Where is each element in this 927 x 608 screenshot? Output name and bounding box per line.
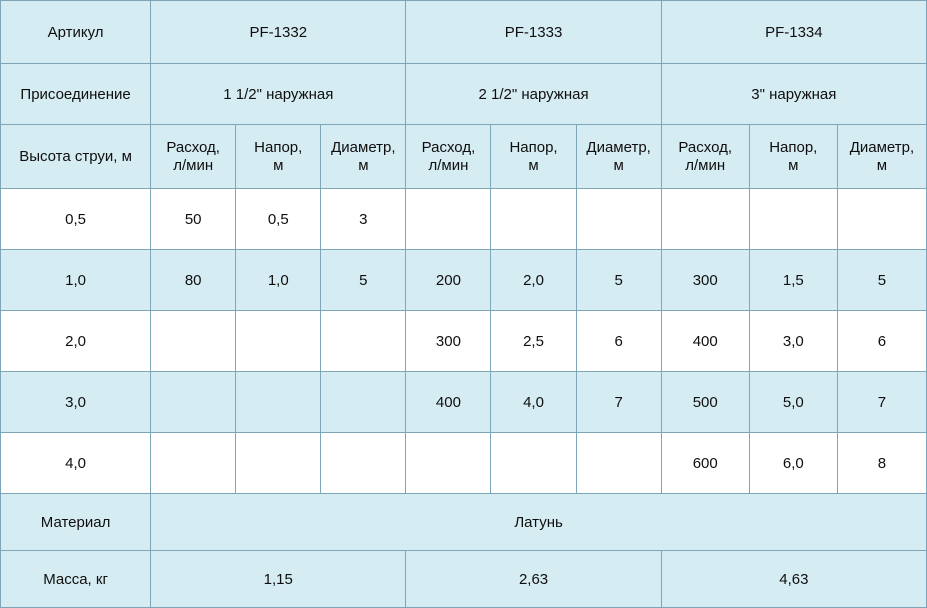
subheader-head-pf1333 xyxy=(491,125,576,189)
subheader-flow-line2: л/мин xyxy=(685,156,726,174)
mass-label: Масса, кг xyxy=(1,551,151,608)
cell-flow-pf1333: 200 xyxy=(406,250,491,311)
cell-diameter-pf1333 xyxy=(576,189,661,250)
subheader-head-line1: Напор, xyxy=(254,139,303,157)
cell-head-pf1333: 4,0 xyxy=(491,372,576,433)
mass-pf1333: 2,63 xyxy=(406,551,661,608)
row-height-value: 3,0 xyxy=(1,372,151,433)
cell-flow-pf1334: 300 xyxy=(661,250,749,311)
cell-flow-pf1332 xyxy=(151,433,236,494)
cell-head-pf1332: 1,0 xyxy=(236,250,321,311)
subheader-head-line2: м xyxy=(528,156,539,174)
cell-head-pf1333: 2,0 xyxy=(491,250,576,311)
subheader-diameter-line1: Диаметр, xyxy=(331,139,396,157)
cell-diameter-pf1332: 3 xyxy=(321,189,406,250)
cell-head-pf1334: 5,0 xyxy=(749,372,837,433)
cell-flow-pf1333 xyxy=(406,433,491,494)
subheader-diameter-line2: м xyxy=(358,156,369,174)
row-height-value: 4,0 xyxy=(1,433,151,494)
cell-head-pf1334: 3,0 xyxy=(749,311,837,372)
table-row xyxy=(1,250,927,311)
subheader-head-pf1334 xyxy=(749,125,837,189)
cell-diameter-pf1334: 8 xyxy=(837,433,926,494)
table-row-subheaders xyxy=(1,125,927,189)
table-row-article xyxy=(1,1,927,64)
cell-flow-pf1334 xyxy=(661,189,749,250)
cell-flow-pf1333 xyxy=(406,189,491,250)
subheader-diameter-pf1334 xyxy=(837,125,926,189)
table-row xyxy=(1,372,927,433)
cell-diameter-pf1334: 5 xyxy=(837,250,926,311)
cell-head-pf1334: 1,5 xyxy=(749,250,837,311)
cell-flow-pf1333: 400 xyxy=(406,372,491,433)
subheader-flow-line2: л/мин xyxy=(428,156,469,174)
mass-pf1334: 4,63 xyxy=(661,551,926,608)
cell-flow-pf1334: 400 xyxy=(661,311,749,372)
cell-flow-pf1333: 300 xyxy=(406,311,491,372)
cell-diameter-pf1332: 5 xyxy=(321,250,406,311)
cell-head-pf1333 xyxy=(491,189,576,250)
article-pf1333: PF-1333 xyxy=(406,1,661,64)
table-row xyxy=(1,189,927,250)
table-row-mass xyxy=(1,551,927,608)
subheader-flow-pf1333 xyxy=(406,125,491,189)
cell-head-pf1332 xyxy=(236,433,321,494)
material-label: Материал xyxy=(1,494,151,551)
subheader-diameter-pf1333 xyxy=(576,125,661,189)
subheader-head-line2: м xyxy=(788,156,799,174)
connection-pf1333: 2 1/2" наружная xyxy=(406,64,661,125)
table-row xyxy=(1,433,927,494)
cell-diameter-pf1332 xyxy=(321,372,406,433)
subheader-flow-line1: Расход, xyxy=(166,139,220,157)
subheader-head-line1: Напор, xyxy=(769,139,818,157)
cell-head-pf1332 xyxy=(236,372,321,433)
cell-flow-pf1332: 50 xyxy=(151,189,236,250)
cell-diameter-pf1333: 7 xyxy=(576,372,661,433)
cell-diameter-pf1333 xyxy=(576,433,661,494)
table-row xyxy=(1,311,927,372)
row-height-value: 1,0 xyxy=(1,250,151,311)
cell-diameter-pf1334: 6 xyxy=(837,311,926,372)
cell-diameter-pf1333: 6 xyxy=(576,311,661,372)
cell-diameter-pf1332 xyxy=(321,433,406,494)
cell-flow-pf1332 xyxy=(151,311,236,372)
cell-head-pf1334 xyxy=(749,189,837,250)
cell-flow-pf1332: 80 xyxy=(151,250,236,311)
connection-pf1334: 3" наружная xyxy=(661,64,926,125)
cell-diameter-pf1334 xyxy=(837,189,926,250)
cell-flow-pf1332 xyxy=(151,372,236,433)
subheader-head-line2: м xyxy=(273,156,284,174)
subheader-head-pf1332 xyxy=(236,125,321,189)
subheader-diameter-line1: Диаметр, xyxy=(849,139,915,157)
connection-pf1332: 1 1/2" наружная xyxy=(151,64,406,125)
cell-head-pf1333 xyxy=(491,433,576,494)
subheader-diameter-pf1332 xyxy=(321,125,406,189)
article-pf1334: PF-1334 xyxy=(661,1,926,64)
connection-label: Присоединение xyxy=(1,64,151,125)
jet-height-label: Высота струи, м xyxy=(1,125,151,189)
row-height-value: 0,5 xyxy=(1,189,151,250)
cell-head-pf1334: 6,0 xyxy=(749,433,837,494)
subheader-flow-pf1332 xyxy=(151,125,236,189)
subheader-diameter-line1: Диаметр, xyxy=(586,139,651,157)
cell-head-pf1332 xyxy=(236,311,321,372)
cell-head-pf1332: 0,5 xyxy=(236,189,321,250)
article-pf1332: PF-1332 xyxy=(151,1,406,64)
subheader-diameter-line2: м xyxy=(613,156,624,174)
cell-flow-pf1334: 500 xyxy=(661,372,749,433)
cell-diameter-pf1333: 5 xyxy=(576,250,661,311)
subheader-flow-pf1334 xyxy=(661,125,749,189)
cell-flow-pf1334: 600 xyxy=(661,433,749,494)
cell-diameter-pf1334: 7 xyxy=(837,372,926,433)
table-row-material xyxy=(1,494,927,551)
cell-diameter-pf1332 xyxy=(321,311,406,372)
article-label: Артикул xyxy=(1,1,151,64)
material-value: Латунь xyxy=(151,494,927,551)
subheader-flow-line1: Расход, xyxy=(678,139,733,157)
mass-pf1332: 1,15 xyxy=(151,551,406,608)
subheader-flow-line1: Расход, xyxy=(421,139,476,157)
subheader-head-line1: Напор, xyxy=(509,139,558,157)
table-row-connection xyxy=(1,64,927,125)
row-height-value: 2,0 xyxy=(1,311,151,372)
cell-head-pf1333: 2,5 xyxy=(491,311,576,372)
subheader-flow-line2: л/мин xyxy=(173,156,214,174)
subheader-diameter-line2: м xyxy=(876,156,888,174)
